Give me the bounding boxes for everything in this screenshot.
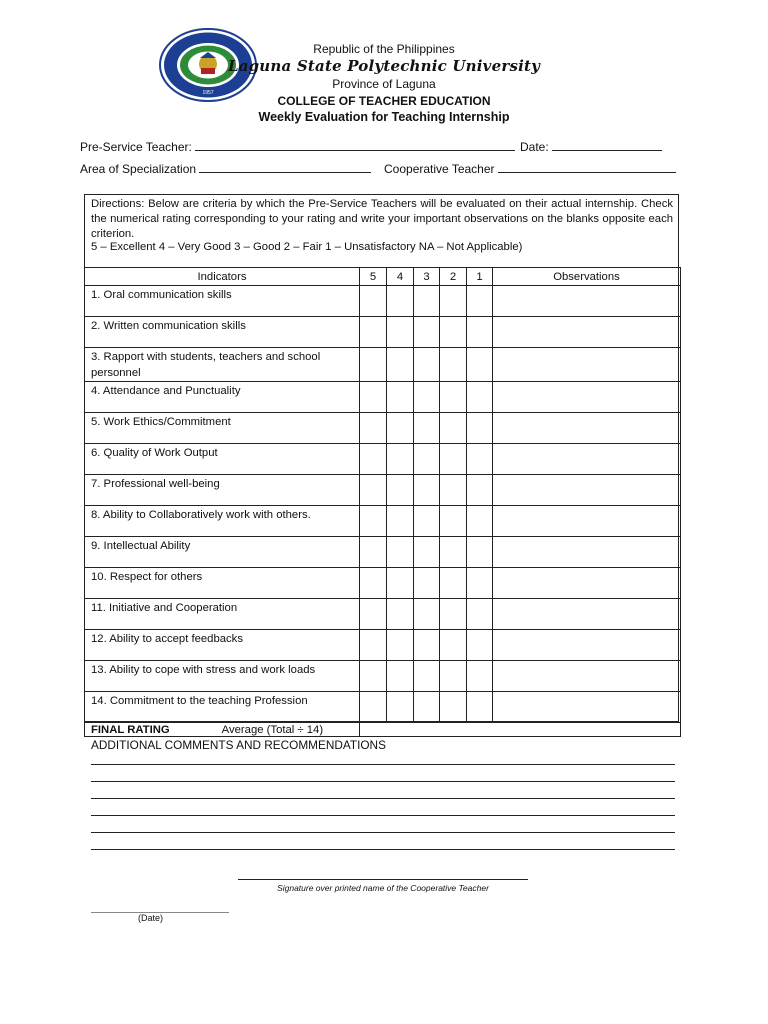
rating-4-checkbox[interactable] <box>387 506 414 537</box>
republic-heading: Republic of the Philippines <box>313 42 455 56</box>
rating-2-checkbox[interactable] <box>440 286 467 317</box>
indicator-label: 8. Ability to Collaboratively work with others. <box>85 506 360 537</box>
rating-3-checkbox[interactable] <box>414 661 440 692</box>
indicator-row <box>85 348 681 382</box>
indicator-label: 6. Quality of Work Output <box>85 444 360 475</box>
rating-3-checkbox[interactable] <box>414 286 440 317</box>
indicator-label: 14. Commitment to the teaching Profession <box>85 692 360 723</box>
indicator-row <box>85 286 681 317</box>
rating-5-checkbox[interactable] <box>360 475 387 506</box>
rating-4-checkbox[interactable] <box>387 537 414 568</box>
rating-4-checkbox[interactable] <box>387 692 414 723</box>
header-rating-2: 2 <box>440 268 467 286</box>
rating-3-checkbox[interactable] <box>414 317 440 348</box>
indicator-row <box>85 661 681 692</box>
rating-4-checkbox[interactable] <box>387 348 414 382</box>
rating-5-checkbox[interactable] <box>360 537 387 568</box>
indicator-row <box>85 506 681 537</box>
rating-1-checkbox[interactable] <box>467 413 493 444</box>
rating-5-checkbox[interactable] <box>360 286 387 317</box>
rating-3-checkbox[interactable] <box>414 599 440 630</box>
observation-input[interactable] <box>493 317 681 348</box>
rating-2-checkbox[interactable] <box>440 630 467 661</box>
header-indicators: Indicators <box>85 268 360 286</box>
evaluation-form <box>84 194 679 736</box>
rating-2-checkbox[interactable] <box>440 599 467 630</box>
comment-line[interactable] <box>91 781 675 782</box>
date-label: Date: <box>520 140 549 154</box>
comment-line[interactable] <box>91 798 675 799</box>
rating-3-checkbox[interactable] <box>414 348 440 382</box>
indicator-label: 10. Respect for others <box>85 568 360 599</box>
signature-caption: Signature over printed name of the Cooperative Teacher <box>277 883 489 893</box>
rating-5-checkbox[interactable] <box>360 661 387 692</box>
rating-3-checkbox[interactable] <box>414 413 440 444</box>
rating-4-checkbox[interactable] <box>387 630 414 661</box>
rating-2-checkbox[interactable] <box>440 382 467 413</box>
rating-4-checkbox[interactable] <box>387 568 414 599</box>
rating-5-checkbox[interactable] <box>360 413 387 444</box>
area-specialization-label: Area of Specialization <box>80 162 197 176</box>
indicator-row <box>85 444 681 475</box>
rating-1-checkbox[interactable] <box>467 317 493 348</box>
directions-text: Directions: Below are criteria by which the Pre-Service Teachers will be evaluated on their actual internship. Check the numerical rating corresponding to your rating and write your important observations on the blanks opposite each criterion. <box>91 198 673 240</box>
observation-input[interactable] <box>493 348 681 382</box>
rating-5-checkbox[interactable] <box>360 348 387 382</box>
observation-input[interactable] <box>493 475 681 506</box>
comment-line[interactable] <box>91 815 675 816</box>
rating-4-checkbox[interactable] <box>387 444 414 475</box>
rating-2-checkbox[interactable] <box>440 506 467 537</box>
rating-1-checkbox[interactable] <box>467 692 493 723</box>
indicator-row <box>85 599 681 630</box>
rating-5-checkbox[interactable] <box>360 506 387 537</box>
indicator-label: 13. Ability to cope with stress and work loads <box>85 661 360 692</box>
rating-5-checkbox[interactable] <box>360 444 387 475</box>
observation-input[interactable] <box>493 630 681 661</box>
observation-input[interactable] <box>493 444 681 475</box>
rating-3-checkbox[interactable] <box>414 475 440 506</box>
rating-scale: 5 – Excellent 4 – Very Good 3 – Good 2 – Fair 1 – Unsatisfactory NA – Not Applicable) <box>91 241 523 253</box>
rating-1-checkbox[interactable] <box>467 286 493 317</box>
header-rating-4: 4 <box>387 268 414 286</box>
observation-input[interactable] <box>493 661 681 692</box>
observation-input[interactable] <box>493 537 681 568</box>
college-heading: COLLEGE OF TEACHER EDUCATION <box>277 94 491 108</box>
indicator-label: 4. Attendance and Punctuality <box>85 382 360 413</box>
comment-line[interactable] <box>91 832 675 833</box>
indicator-row <box>85 537 681 568</box>
rating-2-checkbox[interactable] <box>440 444 467 475</box>
indicator-row <box>85 475 681 506</box>
university-name: Laguna State Polytechnic University <box>227 57 541 75</box>
rating-1-checkbox[interactable] <box>467 599 493 630</box>
rating-2-checkbox[interactable] <box>440 537 467 568</box>
rating-1-checkbox[interactable] <box>467 444 493 475</box>
rating-2-checkbox[interactable] <box>440 317 467 348</box>
rating-4-checkbox[interactable] <box>387 286 414 317</box>
rating-4-checkbox[interactable] <box>387 599 414 630</box>
indicator-row <box>85 317 681 348</box>
seal-year: 1957 <box>202 90 214 96</box>
comment-line[interactable] <box>91 764 675 765</box>
signature-date-caption: (Date) <box>138 913 164 923</box>
observation-input[interactable] <box>493 599 681 630</box>
cooperative-teacher-input[interactable] <box>498 161 676 173</box>
comment-line[interactable] <box>91 849 675 850</box>
rating-5-checkbox[interactable] <box>360 599 387 630</box>
date-input[interactable] <box>552 139 662 151</box>
area-specialization-field <box>80 161 371 176</box>
indicator-label: 5. Work Ethics/Commitment <box>85 413 360 444</box>
rating-4-checkbox[interactable] <box>387 413 414 444</box>
rating-3-checkbox[interactable] <box>414 630 440 661</box>
rating-2-checkbox[interactable] <box>440 413 467 444</box>
evaluation-table <box>84 267 681 737</box>
cooperative-teacher-label: Cooperative Teacher <box>384 162 495 176</box>
rating-3-checkbox[interactable] <box>414 382 440 413</box>
rating-1-checkbox[interactable] <box>467 568 493 599</box>
indicator-row <box>85 692 681 723</box>
rating-5-checkbox[interactable] <box>360 568 387 599</box>
indicator-label: 3. Rapport with students, teachers and school personnel <box>85 348 360 382</box>
pre-service-teacher-label: Pre-Service Teacher: <box>80 140 192 154</box>
signature-line[interactable] <box>238 879 528 880</box>
rating-1-checkbox[interactable] <box>467 630 493 661</box>
rating-5-checkbox[interactable] <box>360 692 387 723</box>
final-rating-formula: Average (Total ÷ 14) <box>221 723 324 736</box>
observation-input[interactable] <box>493 286 681 317</box>
indicator-label: 2. Written communication skills <box>85 317 360 348</box>
rating-3-checkbox[interactable] <box>414 506 440 537</box>
rating-2-checkbox[interactable] <box>440 692 467 723</box>
rating-5-checkbox[interactable] <box>360 382 387 413</box>
rating-2-checkbox[interactable] <box>440 661 467 692</box>
rating-1-checkbox[interactable] <box>467 537 493 568</box>
header-rating-5: 5 <box>360 268 387 286</box>
indicator-label: 9. Intellectual Ability <box>85 537 360 568</box>
pre-service-teacher-field <box>80 139 515 154</box>
observation-input[interactable] <box>493 692 681 723</box>
rating-4-checkbox[interactable] <box>387 475 414 506</box>
pre-service-teacher-input[interactable] <box>195 139 515 151</box>
rating-4-checkbox[interactable] <box>387 382 414 413</box>
final-rating-row <box>85 723 681 737</box>
rating-2-checkbox[interactable] <box>440 568 467 599</box>
rating-1-checkbox[interactable] <box>467 506 493 537</box>
indicator-row <box>85 413 681 444</box>
header-observations: Observations <box>493 268 681 286</box>
rating-5-checkbox[interactable] <box>360 317 387 348</box>
rating-5-checkbox[interactable] <box>360 630 387 661</box>
final-rating-label: FINAL RATING <box>91 723 170 736</box>
cooperative-teacher-field <box>384 161 676 176</box>
observation-input[interactable] <box>493 413 681 444</box>
rating-1-checkbox[interactable] <box>467 382 493 413</box>
date-field <box>520 139 662 154</box>
indicator-label: 11. Initiative and Cooperation <box>85 599 360 630</box>
indicator-row <box>85 630 681 661</box>
comments-heading: ADDITIONAL COMMENTS AND RECOMMENDATIONS <box>91 738 386 752</box>
final-rating-input[interactable] <box>360 723 681 737</box>
rating-3-checkbox[interactable] <box>414 568 440 599</box>
rating-2-checkbox[interactable] <box>440 475 467 506</box>
province-heading: Province of Laguna <box>332 77 436 91</box>
rating-1-checkbox[interactable] <box>467 475 493 506</box>
rating-1-checkbox[interactable] <box>467 348 493 382</box>
indicator-row <box>85 382 681 413</box>
rating-3-checkbox[interactable] <box>414 537 440 568</box>
rating-3-checkbox[interactable] <box>414 444 440 475</box>
final-rating-cell <box>85 723 360 737</box>
rating-4-checkbox[interactable] <box>387 317 414 348</box>
area-specialization-input[interactable] <box>199 161 371 173</box>
indicator-label: 12. Ability to accept feedbacks <box>85 630 360 661</box>
header-rating-1: 1 <box>467 268 493 286</box>
rating-1-checkbox[interactable] <box>467 661 493 692</box>
indicator-label: 7. Professional well-being <box>85 475 360 506</box>
header-rating-3: 3 <box>414 268 440 286</box>
observation-input[interactable] <box>493 568 681 599</box>
rating-3-checkbox[interactable] <box>414 692 440 723</box>
indicator-label: 1. Oral communication skills <box>85 286 360 317</box>
rating-2-checkbox[interactable] <box>440 348 467 382</box>
rating-4-checkbox[interactable] <box>387 661 414 692</box>
observation-input[interactable] <box>493 506 681 537</box>
indicator-row <box>85 568 681 599</box>
form-title: Weekly Evaluation for Teaching Internship <box>258 110 510 124</box>
observation-input[interactable] <box>493 382 681 413</box>
